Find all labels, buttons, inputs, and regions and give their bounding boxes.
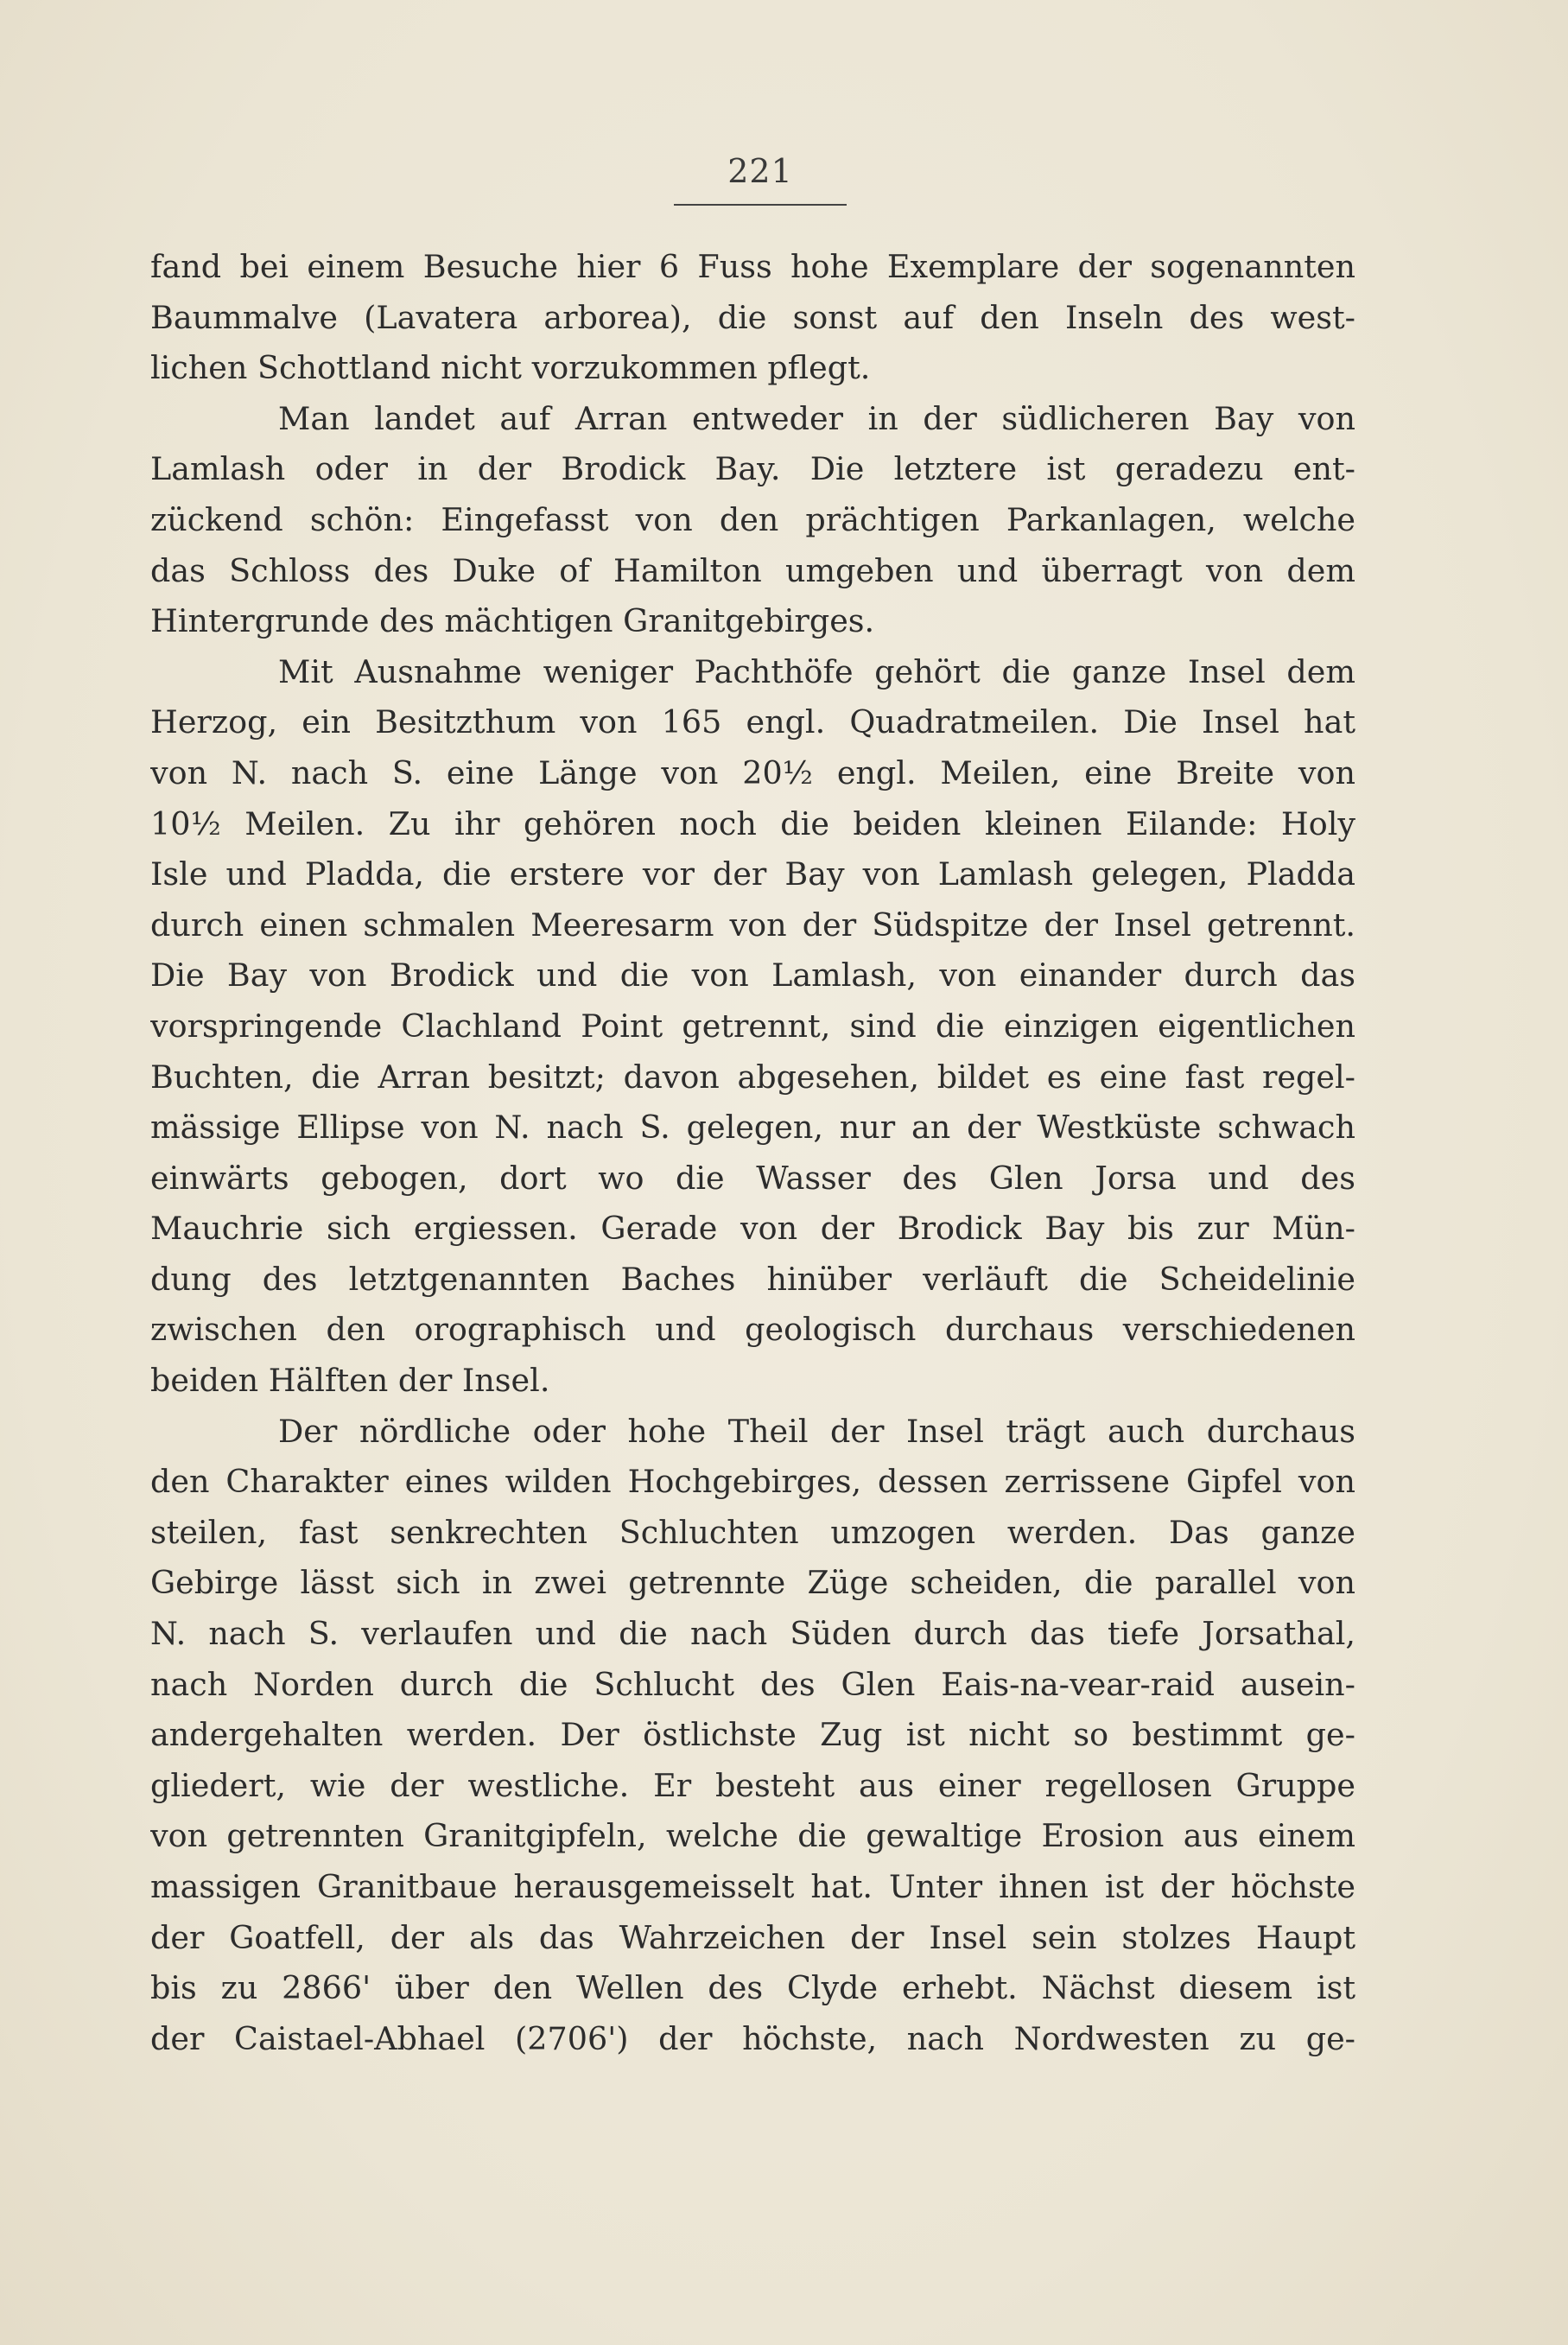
text-line: andergehalten werden. Der östlichste Zug ist nicht so bestimmt ge- (150, 1716, 1355, 1754)
text-line: gliedert, wie der westliche. Er besteht aus einer regellosen Gruppe (150, 1766, 1355, 1804)
text-line: Gebirge lässt sich in zwei getrennte Züge scheiden, die parallel von (150, 1564, 1355, 1602)
text-line: Herzog, ein Besitzthum von 165 engl. Quadratmeilen. Die Insel hat (150, 703, 1355, 741)
text-line: Baummalve (Lavatera arborea), die sonst auf den Inseln des west- (150, 298, 1355, 336)
text-line: beiden Hälften der Insel. (150, 1362, 550, 1400)
text-line: zwischen den orographisch und geologisch durchaus verschiedenen (150, 1311, 1355, 1349)
text-line: der Goatfell, der als das Wahrzeichen der Insel sein stolzes Haupt (150, 1918, 1355, 1956)
text-line: Isle und Pladda, die erstere vor der Bay von Lamlash gelegen, Pladda (150, 855, 1355, 893)
text-line: steilen, fast senkrechten Schluchten umzogen werden. Das ganze (150, 1513, 1355, 1551)
text-line: vorspringende Clachland Point getrennt, sind die einzigen eigentlichen (150, 1007, 1355, 1045)
text-line: von getrennten Granitgipfeln, welche die gewaltige Erosion aus einem (150, 1817, 1355, 1855)
text-line: N. nach S. verlaufen und die nach Süden durch das tiefe Jorsathal, (150, 1615, 1355, 1653)
text-line: 10½ Meilen. Zu ihr gehören noch die beiden kleinen Eilande: Holy (150, 804, 1355, 842)
text-line: Lamlash oder in der Brodick Bay. Die letztere ist geradezu ent- (150, 450, 1355, 488)
text-line: fand bei einem Besuche hier 6 Fuss hohe Exemplare der sogenannten (150, 248, 1355, 285)
text-line: den Charakter eines wilden Hochgebirges, dessen zerrissene Gipfel von (150, 1463, 1355, 1501)
paragraph-start-line: Der nördliche oder hohe Theil der Insel trägt auch durchaus (278, 1412, 1355, 1450)
text-line: der Caistael-Abhael (2706') der höchste, nach Nordwesten zu ge- (150, 2019, 1355, 2057)
text-line: Mauchrie sich ergiessen. Gerade von der Brodick Bay bis zur Mün- (150, 1210, 1355, 1248)
text-line: einwärts gebogen, dort wo die Wasser des Glen Jorsa und des (150, 1159, 1355, 1197)
page-number: 221 (727, 152, 793, 190)
text-line: Die Bay von Brodick und die von Lamlash, von einander durch das (150, 956, 1355, 995)
text-line: von N. nach S. eine Länge von 20½ engl. Meilen, eine Breite von (150, 753, 1355, 791)
text-line: dung des letztgenannten Baches hinüber verläuft die Scheidelinie (150, 1260, 1355, 1298)
text-line: zückend schön: Eingefasst von den prächtigen Parkanlagen, welche (150, 500, 1355, 538)
text-line: das Schloss des Duke of Hamilton umgeben und überragt von dem (150, 551, 1355, 589)
text-line: lichen Schottland nicht vorzukommen pflegt. (150, 349, 871, 387)
text-line: nach Norden durch die Schlucht des Glen Eais-na-vear-raid ausein- (150, 1665, 1355, 1703)
paragraph-start-line: Man landet auf Arran entweder in der südlicheren Bay von (278, 399, 1355, 437)
text-line: mässige Ellipse von N. nach S. gelegen, nur an der Westküste schwach (150, 1109, 1355, 1147)
body-text (150, 242, 1355, 2064)
text-line: durch einen schmalen Meeresarm von der Südspitze der Insel getrennt. (150, 906, 1355, 944)
text-line: Hintergrunde des mächtigen Granitgebirges. (150, 602, 875, 640)
text-line: Buchten, die Arran besitzt; davon abgesehen, bildet es eine fast regel- (150, 1058, 1355, 1096)
text-line: bis zu 2866' über den Wellen des Clyde erhebt. Nächst diesem ist (150, 1969, 1355, 2007)
paragraph-start-line: Mit Ausnahme weniger Pachthöfe gehört die ganze Insel dem (278, 652, 1355, 690)
text-line: massigen Granitbaue herausgemeisselt hat. Unter ihnen ist der höchste (150, 1868, 1355, 1905)
page-number-rule (674, 204, 847, 206)
